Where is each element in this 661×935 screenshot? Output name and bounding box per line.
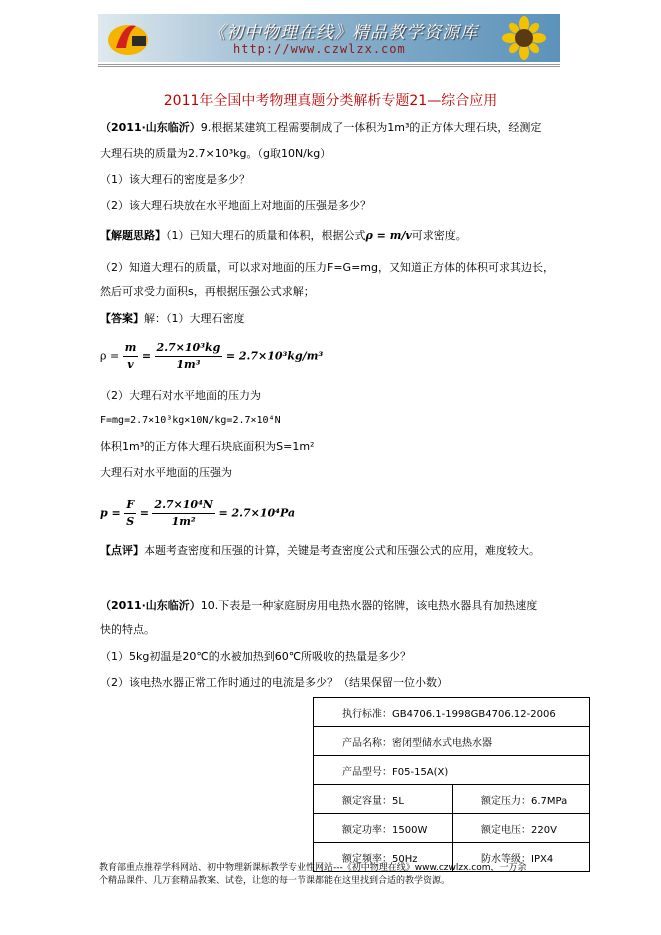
p-result: = 2.7×10⁴Pa xyxy=(218,506,296,520)
spec-standard: 执行标准：GB4706.1-1998GB4706.12-2006 xyxy=(314,698,590,727)
spec-name: 产品名称：密闭型储水式电热水器 xyxy=(314,727,590,756)
q9-sub2: （2）该大理石块放在水平地面上对地面的压强是多少？ xyxy=(100,199,371,212)
comment-text: 本题考查密度和压强的计算，关键是考查密度公式和压强公式的应用，难度较大。 xyxy=(144,544,540,557)
q9-idea-line3: 然后可求受力面积s，再根据压强公式求解； xyxy=(100,285,315,298)
spec-cell: 额定压力：6.7MPa xyxy=(453,785,590,814)
q9-stem-line1 xyxy=(100,120,541,136)
idea-text: （1）已知大理石的质量和体积，根据公式 xyxy=(166,229,366,242)
footer-line2: 个精品课件、几万套精品教案、试卷，让您的每一节课都能在这里找到合适的教学资源。 xyxy=(99,876,451,886)
spec-model: 产品型号：F05-15A(X) xyxy=(314,756,590,785)
q10-source: （2011·山东临沂） xyxy=(100,599,201,612)
table-row xyxy=(314,698,590,727)
q9-answer-line2: （2）大理石对水平地面的压力为 xyxy=(100,389,261,402)
q9-answer-line1 xyxy=(100,311,245,327)
rho-eq: = xyxy=(141,349,152,363)
rho-den: v xyxy=(127,358,134,371)
q10-stem-line1 xyxy=(100,598,537,614)
header-divider xyxy=(98,64,560,65)
header-divider xyxy=(98,66,560,67)
comment-label: 【点评】 xyxy=(100,544,144,557)
answer-label: 【答案】 xyxy=(100,312,144,325)
q9-answer-line3: F=mg=2.7×10³kg×10N/kg=2.7×10⁴N xyxy=(100,415,281,426)
p-fraction xyxy=(124,497,136,530)
idea-text-end: 可求密度。 xyxy=(411,229,467,242)
q9-answer-line4: 体积1m³的正方体大理石块底面积为S=1m² xyxy=(100,440,315,453)
header-banner xyxy=(98,14,560,62)
q9-stem-text: 9.根据某建筑工程需要制成了一体积为1m³的正方体大理石块，经测定 xyxy=(200,121,542,134)
spec-cell: 防水等级：IPX4 xyxy=(453,843,590,872)
q9-stem-line2: 大理石块的质量为2.7×10³kg。（g取10N/kg） xyxy=(100,147,332,160)
rho-num: m xyxy=(123,340,139,357)
density-formula: ρ = m/v xyxy=(365,229,412,242)
page-footer xyxy=(99,862,569,888)
spec-cell: 额定容量：5L xyxy=(314,785,453,814)
table-row xyxy=(314,785,590,814)
p-eq: = xyxy=(139,506,149,520)
rho-den2: 1m³ xyxy=(176,358,201,371)
q9-source: （2011·山东临沂） xyxy=(100,121,201,134)
rho-fraction xyxy=(123,340,139,373)
q9-sub1: （1）该大理石的密度是多少？ xyxy=(100,173,250,186)
q10-sub1: （1）5kg初温是20℃的水被加热到60℃所吸收的热量是多少？ xyxy=(100,650,412,663)
pressure-equation xyxy=(100,497,295,530)
rho-num2: 2.7×10³kg xyxy=(155,340,223,357)
p-den: S xyxy=(126,515,135,528)
q9-comment xyxy=(100,543,540,559)
spec-cell: 额定电压：220V xyxy=(453,814,590,843)
answer-text: 解：（1）大理石密度 xyxy=(144,312,245,325)
spec-table xyxy=(313,697,590,872)
q10-stem-line2: 快的特点。 xyxy=(100,623,155,636)
banner-url[interactable]: http://www.czwlzx.com xyxy=(233,42,406,56)
sunflower-icon xyxy=(496,16,552,60)
idea-label: 【解题思路】 xyxy=(100,229,166,242)
p-num2: 2.7×10⁴N xyxy=(152,497,215,514)
page-title: 2011年全国中考物理真题分类解析专题21—综合应用 xyxy=(163,93,498,109)
site-logo xyxy=(106,18,154,58)
q10-sub2: （2）该电热水器正常工作时通过的电流是多少？（结果保留一位小数） xyxy=(100,676,448,689)
table-row xyxy=(314,756,590,785)
banner-title: 《初中物理在线》精品教学资源库 xyxy=(208,23,478,43)
rho-result: = 2.7×10³kg/m³ xyxy=(225,349,324,363)
table-row xyxy=(314,727,590,756)
density-equation xyxy=(100,340,323,373)
p-value-fraction xyxy=(152,497,215,530)
q9-idea-line1 xyxy=(100,228,467,244)
p-num: F xyxy=(124,497,136,514)
q9-idea-line2: （2）知道大理石的质量，可以求对地面的压力F=G=mg，又知道正方体的体积可求其边长， xyxy=(100,261,554,274)
p-den2: 1m² xyxy=(171,515,196,528)
table-row xyxy=(314,814,590,843)
rho-lhs: ρ = xyxy=(100,349,120,363)
rho-value-fraction xyxy=(155,340,223,373)
q10-stem-text: 10.下表是一种家庭厨房用电热水器的铭牌，该电热水器具有加热速度 xyxy=(200,599,538,612)
footer-line1: 教育部重点推荐学科网站、初中物理新课标教学专业性网站---《初中物理在线》www.czwlzx.com，一万余 xyxy=(99,863,527,873)
spec-cell: 额定频率：50Hz xyxy=(314,843,453,872)
p-lhs: p = xyxy=(100,506,121,520)
q9-answer-line5: 大理石对水平地面的压强为 xyxy=(100,466,232,479)
spec-cell: 额定功率：1500W xyxy=(314,814,453,843)
